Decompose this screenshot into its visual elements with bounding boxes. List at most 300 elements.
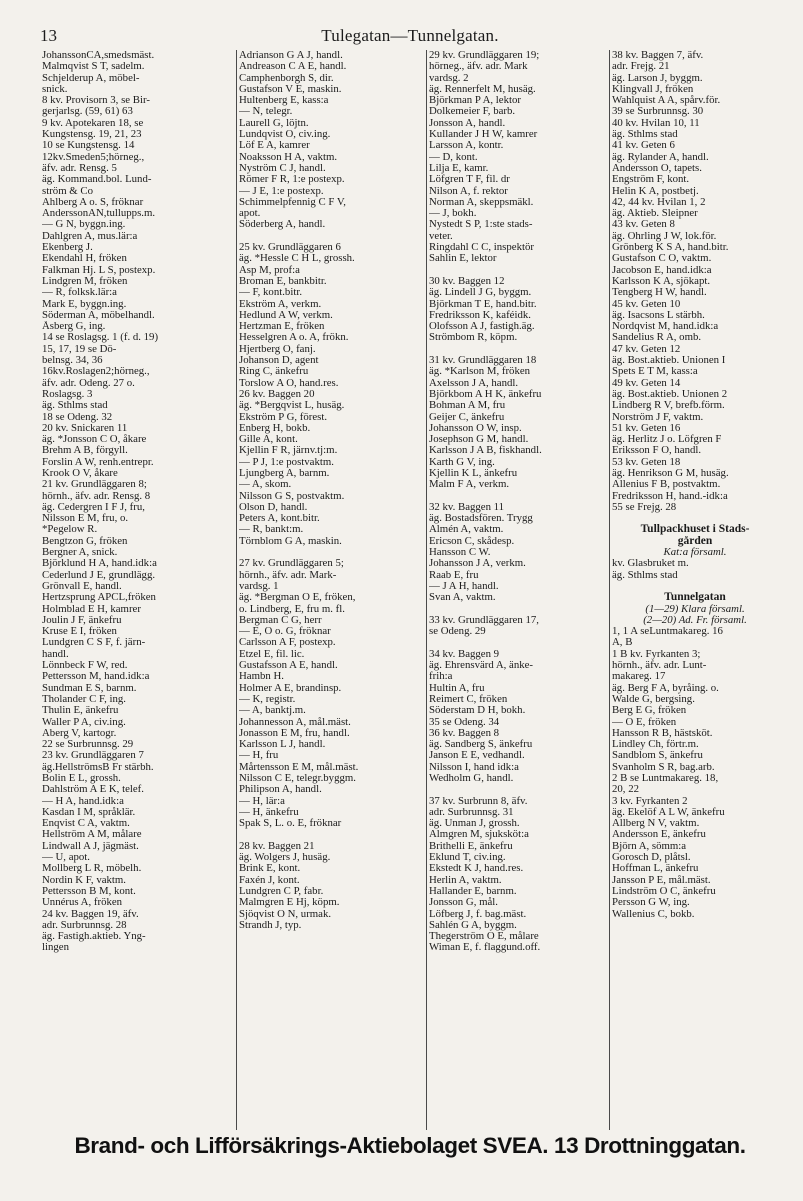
directory-entry-line: Krook O V, åkare (42, 467, 118, 479)
directory-entry-line: Karth G V, ing. (429, 456, 495, 468)
directory-entry-line: — R, bankt:m. (239, 524, 304, 536)
directory-entry-line: Mark E, byggn.ing. (42, 298, 127, 310)
directory-entry-line: Jonsson A, handl. (429, 117, 506, 129)
directory-entry-line: Faxén J, kont. (239, 874, 300, 886)
directory-entry-line: Andreason C A E, handl. (239, 61, 347, 73)
directory-entry-line: (1—29) Klara församl. (645, 603, 745, 615)
directory-entry-line: Sahlin E, lektor (429, 253, 497, 265)
directory-entry-line: Jonasson E M, fru, handl. (239, 727, 350, 739)
directory-entry-line: Gille A, kont. (239, 434, 298, 446)
directory-entry-line: äg. Ekelöf A L W, änkefru (612, 806, 725, 818)
directory-entry-line: Hambn H. (239, 671, 284, 683)
directory-entry-line: Holmer A E, brandinsp. (239, 682, 342, 694)
directory-entry-line: Johanson D, agent (239, 355, 319, 367)
directory-entry-line: Nilsson C E, telegr.byggm. (239, 773, 356, 784)
directory-entry-line: 20, 22 (612, 784, 639, 796)
directory-entry-line: — J A H, handl. (429, 580, 499, 592)
directory-entry-line: Ekström A, verkm. (239, 298, 322, 310)
directory-entry-line: Söderman A, möbelhandl. (42, 309, 155, 321)
directory-entry-line: Etzel E, fil. lic. (239, 648, 305, 660)
directory-entry-line: Jacobson E, hand.idk:a (612, 264, 712, 276)
directory-entry-line: äg. *Bergqvist L, husäg. (239, 400, 345, 412)
directory-entry-line: gerjarlsg. (59, 61) 63 (42, 106, 133, 118)
directory-entry-line: — E, O o. G, fröknar (239, 626, 331, 638)
directory-entry-line: äg. Sandberg S, änkefru (429, 739, 533, 751)
directory-entry-line: Waller P A, civ.ing. (42, 716, 126, 728)
directory-entry-line: 31 kv. Grundläggaren 18 (429, 355, 537, 367)
directory-entry-line: Torslow A O, hand.res. (239, 377, 339, 389)
directory-entry-line: Ringdahl C C, inspektör (429, 242, 534, 254)
directory-entry-line: Lindley Ch, förtr.m. (612, 739, 699, 751)
directory-entry-line: Unnérus A, fröken (42, 897, 123, 909)
directory-entry-line: äg. Cedergren I F J, fru, (42, 501, 145, 513)
directory-entry-line: — N, telegr. (239, 106, 293, 118)
directory-entry-line: 3 kv. Fyrkanten 2 (612, 795, 688, 807)
directory-entry-line: Dolkemeier F, barb. (429, 106, 516, 118)
directory-entry-line: Herlin A, vaktm. (429, 874, 502, 886)
directory-entry-line: äg. Wolgers J, husäg. (239, 852, 331, 864)
directory-entry-line: 16kv.Roslagen2;hörneg., (42, 366, 150, 378)
directory-entry-line: Sjöqvist O N, urmak. (239, 908, 332, 920)
directory-entry-line: äg. Sthlms stad (612, 569, 678, 581)
directory-entry-line: 32 kv. Baggen 11 (429, 501, 505, 513)
directory-entry-line: Hedlund A W, verkm. (239, 309, 333, 321)
directory-entry-line: äg. Berg F A, byråing. o. (612, 682, 719, 694)
directory-entry-line: äg. Bostadsfören. Trygg (429, 513, 533, 525)
directory-entry-line: Nilsson I, hand idk:a (429, 761, 519, 773)
directory-entry-line: äg. Unman J, grossh. (429, 818, 520, 830)
directory-entry-line: Andersson O, tapets. (612, 162, 702, 174)
directory-entry-line: Almgren M, sjuksköt:a (429, 829, 529, 841)
directory-entry-line: vardsg. 1 (239, 580, 279, 592)
directory-entry-line: JohanssonCA,smedsmäst. (42, 50, 155, 61)
directory-entry-line: Björkman T E, hand.bitr. (429, 298, 537, 310)
directory-entry-line: Eklund T, civ.ing. (429, 852, 506, 864)
directory-entry-line (429, 637, 607, 648)
directory-entry-line: Nordin K F, vaktm. (42, 874, 127, 886)
directory-entry-line: 14 se Roslagsg. 1 (f. d. 19) (42, 332, 159, 344)
directory-entry-line (239, 829, 424, 840)
directory-entry-line: 53 kv. Geten 18 (612, 456, 681, 468)
directory-entry-line (429, 491, 607, 502)
directory-entry-line: Bolin E L, grossh. (42, 773, 121, 784)
directory-entry-line: Fredriksson H, hand.-idk:a (612, 490, 728, 502)
directory-entry-line: — D, kont. (429, 151, 478, 163)
directory-entry-line: Löfgren T F, fil. dr (429, 174, 510, 186)
directory-entry-line: äg. *Jonsson C O, åkare (42, 434, 147, 446)
directory-entry-line: Ljungberg A, barnm. (239, 467, 330, 479)
directory-entry-line: 43 kv. Geten 8 (612, 219, 675, 231)
directory-entry-line: Enberg H, bokb. (239, 422, 311, 434)
directory-entry-line: 9 kv. Apotekaren 18, se (42, 117, 144, 129)
directory-entry-line: apot. (239, 208, 261, 220)
directory-entry-line (429, 604, 607, 615)
directory-entry-line: — H, lär:a (239, 795, 285, 807)
directory-entry-line: 12kv.Smeden5;hörneg., (42, 151, 145, 163)
directory-entry-line: Sundman E S, barnm. (42, 682, 137, 694)
directory-entry-line: — J, bokh. (429, 208, 477, 220)
directory-entry-line: Axelsson J A, handl. (429, 377, 519, 389)
directory-entry-line: Grönberg K S A, hand.bitr. (612, 242, 729, 254)
directory-entry-line: Karlsson K A, sjökapt. (612, 275, 711, 287)
directory-entry-line: Dahlgren A, mus.lär:a (42, 230, 138, 242)
directory-entry-line: Gustafson C O, vaktm. (612, 253, 712, 265)
directory-entry-line: 10 se Kungstensg. 14 (42, 140, 135, 152)
directory-entry-line: Kat:a församl. (663, 547, 727, 559)
directory-entry-line: Pettersson B M, kont. (42, 885, 136, 897)
directory-entry-line: 24 kv. Baggen 19, äfv. (42, 908, 139, 920)
directory-entry-line: Walde G, bergsing. (612, 693, 695, 705)
directory-entry-line: 1 B kv. Fyrkanten 3; (612, 648, 701, 660)
directory-entry-line: Bohman A M, fru (429, 400, 506, 412)
directory-entry-line (429, 265, 607, 276)
directory-entry-line (429, 344, 607, 355)
directory-entry-line: Ericson C, skådesp. (429, 535, 515, 547)
directory-entry-line: äg. Larson J, byggm. (612, 72, 703, 84)
directory-entry-line: Björkbom A H K, änkefru (429, 388, 542, 400)
page-number: 13 (40, 26, 57, 45)
directory-entry-line: äg. *Karlson M, fröken (429, 366, 531, 378)
directory-entry-line: 40 kv. Hvilan 10, 11 (612, 117, 700, 129)
directory-entry-line: Lundgren C P, fabr. (239, 885, 324, 897)
directory-entry-line: Sandelius R A, omb. (612, 332, 702, 344)
directory-entry-line: Hjertberg O, fanj. (239, 343, 316, 355)
directory-entry-line: 42, 44 kv. Hvilan 1, 2 (612, 196, 706, 208)
directory-entry-line: 20 kv. Snickaren 11 (42, 422, 128, 434)
directory-entry-line: Holmblad E H, kamrer (42, 603, 141, 615)
directory-entry-line: äg. Lindell J G, byggm. (429, 287, 532, 299)
directory-entry-line: 30 kv. Baggen 12 (429, 275, 505, 287)
directory-entry-line: Bergner A, snick. (42, 547, 118, 559)
directory-entry-line: Johansson O W, insp. (429, 422, 522, 434)
directory-entry-line: Malmqvist S T, sadelm. (42, 61, 145, 73)
directory-entry-line: — H A, hand.idk:a (42, 795, 124, 807)
directory-entry-line: Persson G W, ing. (612, 897, 690, 909)
directory-entry-line: Dahlström A E K, telef. (42, 784, 144, 796)
directory-entry-line: Hellström A M, målare (42, 829, 142, 841)
directory-entry-line: 39 se Surbrunnsg. 30 (612, 106, 704, 118)
directory-entry-line: Olofsson A J, fastigh.äg. (429, 321, 535, 333)
directory-entry-line: Ekström P G, förest. (239, 411, 328, 423)
directory-entry-line: Hallander E, barnm. (429, 885, 517, 897)
directory-entry-line: Kjellin F R, järnv.tj:m. (239, 445, 338, 457)
directory-entry-line: Söderstam D H, bokh. (429, 705, 526, 717)
directory-entry-line: AnderssonAN,tullupps.m. (42, 208, 156, 220)
directory-entry-line: makareg. 17 (612, 671, 666, 683)
directory-entry-line: Eriksson F O, handl. (612, 445, 702, 457)
directory-entry-line: Strandh J, typ. (239, 919, 302, 931)
directory-entry-line: Broman E, bankbitr. (239, 275, 327, 287)
directory-entry-line: Hesselgren A o. A, frökn. (239, 332, 349, 344)
directory-entry-line: Lönnbeck F W, red. (42, 660, 128, 672)
directory-entry-line: Lindberg R V, brefb.förm. (612, 400, 725, 412)
directory-entry-line: 38 kv. Baggen 7, äfv. (612, 50, 704, 61)
directory-entry-line: äg. Bost.aktieb. Unionen 2 (612, 388, 728, 400)
directory-entry-line: hörnh., äfv. adr. Lunt- (612, 660, 707, 672)
directory-entry-line: 26 kv. Baggen 20 (239, 388, 315, 400)
directory-entry-line: Ekstedt K J, hand.res. (429, 863, 524, 875)
directory-entry-line: — J E, 1:e postexp. (239, 185, 324, 197)
directory-entry-line: Johansson J A, verkm. (429, 558, 526, 570)
directory-entry-line: Brithelli E, änkefru (429, 840, 513, 852)
directory-entry-line: Bengtzon G, fröken (42, 535, 128, 547)
directory-entry-line: 28 kv. Baggen 21 (239, 840, 315, 852)
directory-entry-line: Schimmelpfennig C F V, (239, 196, 346, 208)
directory-entry-line: lingen (42, 942, 69, 954)
directory-entry-line: Larsson A, kontr. (429, 140, 504, 152)
directory-entry-line: äg. Herlitz J o. Löfgren F (612, 434, 722, 446)
directory-entry-line: frih:a (429, 671, 453, 683)
directory-entry-line: Björn A, sömm:a (612, 840, 687, 852)
directory-entry-line (429, 784, 607, 795)
directory-entry-line: 51 kv. Geten 16 (612, 422, 681, 434)
directory-entry-line: Hultenberg E, kass:a (239, 95, 329, 107)
directory-entry-line: Enqvist C A, vaktm. (42, 818, 130, 830)
directory-entry-line: Klingvall J, fröken (612, 83, 694, 95)
directory-entry-line: Joulin J F, änkefru (42, 614, 122, 626)
directory-entry-line: Ring C, änkefru (239, 366, 309, 378)
directory-entry-line: Forslin A W, renh.entrepr. (42, 456, 154, 468)
directory-entry-line: Adrianson G A J, handl. (239, 50, 343, 61)
directory-entry-line: Nordqvist M, hand.idk:a (612, 321, 719, 333)
directory-entry-line: A, B (612, 637, 633, 649)
directory-entry-line: Törnblom G A, maskin. (239, 535, 342, 547)
directory-entry-line: Nystedt S P, 1:ste stads- (429, 219, 533, 231)
directory-entry-line: Bergman C G, herr (239, 614, 322, 626)
directory-entry-line: äg.HellströmsB Fr stärbh. (42, 761, 154, 773)
directory-entry-line: Wiman E, f. flaggund.off. (429, 942, 541, 954)
directory-entry-line: äg. Sthlms stad (42, 400, 108, 412)
directory-entry-line: Gustafsson A E, handl. (239, 660, 338, 672)
directory-entry-line: — H, fru (239, 750, 279, 762)
directory-entry-line: Geijer C, änkefru (429, 411, 505, 423)
directory-columns (40, 50, 780, 1130)
directory-entry-line: 15, 17, 19 se Dö- (42, 343, 117, 355)
directory-entry-line: Hertzman E, fröken (239, 321, 325, 333)
directory-entry-line: Kungstensg. 19, 21, 23 (42, 129, 142, 141)
directory-entry-line: hörneg., äfv. adr. Mark (429, 61, 528, 73)
directory-entry-line: belnsg. 34, 36 (42, 355, 103, 367)
directory-entry-line: Falkman Hj. L S, postexp. (42, 264, 156, 276)
directory-entry-line: Ekenberg J. (42, 242, 93, 254)
directory-entry-line: Mollberg L R, möbelh. (42, 863, 142, 875)
directory-entry-line: Strömbom R, köpm. (429, 332, 518, 344)
directory-entry-line: Ekendahl H, fröken (42, 253, 127, 265)
directory-entry-line: *Pegelow R. (42, 524, 98, 536)
directory-entry-line: äfv. adr. Odeng. 27 o. (42, 377, 135, 389)
directory-entry-line: Laurell G, löjtn. (239, 117, 309, 129)
directory-entry-line (612, 581, 778, 592)
directory-entry-line: — R, folksk.lär:a (42, 287, 117, 299)
directory-entry-line: Raab E, fru (429, 569, 479, 581)
directory-entry-line: Malmgren E Hj, köpm. (239, 897, 340, 909)
directory-entry-line: Norström J F, vaktm. (612, 411, 704, 423)
directory-entry-line: — P J, 1:e postvaktm. (239, 456, 334, 468)
directory-entry-line: Olson D, handl. (239, 501, 308, 513)
directory-entry-line: Lundqvist O, civ.ing. (239, 129, 331, 141)
directory-entry-line: hörnh., äfv. adr. Mark- (239, 569, 337, 581)
directory-entry-line: se Odeng. 29 (429, 626, 486, 638)
directory-entry-line: Lindwall A J, jägmäst. (42, 840, 139, 852)
directory-entry-line: — U, apot. (42, 852, 90, 864)
directory-entry-line: äg. Ohrling J W, lok.för. (612, 230, 717, 242)
directory-entry-line: Engström F, kont. (612, 174, 690, 186)
directory-entry-line: Sandblom S, änkefru (612, 750, 703, 762)
directory-entry-line: 33 kv. Grundläggaren 17, (429, 614, 539, 626)
directory-entry-line: Asp M, prof:a (239, 264, 300, 276)
directory-entry-line: Malm F A, verkm. (429, 479, 510, 491)
directory-entry-line: Grönvall E, handl. (42, 580, 122, 592)
directory-entry-line: 47 kv. Geten 12 (612, 343, 681, 355)
directory-column-2 (236, 50, 426, 1130)
directory-entry-line: Hoffman L, änkefru (612, 863, 699, 875)
directory-entry-line: Tullpackhuset i Stads- (640, 524, 750, 536)
directory-entry-line: Hansson C W. (429, 547, 491, 559)
directory-entry-line: Kasdan I M, språklär. (42, 806, 136, 818)
directory-entry-line: 55 se Frejg. 28 (612, 501, 677, 513)
directory-entry-line: äg. Fastigh.aktieb. Yng- (42, 931, 146, 943)
directory-entry-line: hörnh., äfv. adr. Rensg. 8 (42, 490, 151, 502)
directory-entry-line: 2 B se Luntmakareg. 18, (612, 773, 719, 784)
directory-entry-line: — A, skom. (239, 479, 292, 491)
directory-entry-line: äg. Bost.aktieb. Unionen I (612, 355, 726, 367)
directory-entry-line: — K, registr. (239, 693, 296, 705)
directory-entry-line: Johannesson A, mål.mäst. (239, 716, 351, 728)
directory-entry-line: Löfberg J, f. bag.mäst. (429, 908, 527, 920)
directory-entry-line (612, 513, 778, 524)
directory-entry-line: Jonsson G, mål. (429, 897, 498, 909)
directory-entry-line: äg. *Hessle C H L, grossh. (239, 253, 355, 265)
directory-entry-line: äg. Kommand.bol. Lund- (42, 174, 152, 186)
directory-entry-line: — G N, byggn.ing. (42, 219, 126, 231)
directory-entry-line: Wallenius C, bokb. (612, 908, 695, 920)
page-header (40, 20, 780, 48)
directory-entry-line: Nilsson E M, fru, o. (42, 513, 129, 525)
directory-entry-line: 37 kv. Surbrunn 8, äfv. (429, 795, 528, 807)
directory-entry-line: Spak S, L. o. E, fröknar (239, 818, 342, 830)
directory-entry-line: 21 kv. Grundläggaren 8; (42, 479, 147, 491)
directory-entry-line: Carlsson A F, postexp. (239, 637, 336, 649)
directory-entry-line: äg. Isacsons L stärbh. (612, 309, 705, 321)
directory-entry-line: 27 kv. Grundläggaren 5; (239, 558, 344, 570)
directory-entry-line: Hultin A, fru (429, 682, 485, 694)
directory-entry-line: ström & Co (42, 185, 93, 197)
directory-entry-line: Lilja E, kamr. (429, 162, 489, 174)
directory-entry-line: Allberg N V, vaktm. (612, 818, 700, 830)
directory-entry-line: — F, kont.bitr. (239, 287, 303, 299)
directory-entry-line: Björklund H A, hand.idk:a (42, 558, 157, 570)
directory-entry-line: äg. Sthlms stad (612, 129, 678, 141)
directory-entry-line: Kullander J H W, kamrer (429, 129, 538, 141)
directory-entry-line (239, 547, 424, 558)
directory-entry-line: — H, änkefru (239, 806, 299, 818)
directory-entry-line: 35 se Odeng. 34 (429, 716, 500, 728)
directory-entry-line: äg. Rylander A, handl. (612, 151, 709, 163)
directory-entry-line: Brehm A B, förgyll. (42, 445, 128, 457)
directory-entry-line: — O E, fröken (612, 716, 677, 728)
directory-entry-line: Kruse E I, fröken (42, 626, 117, 638)
directory-entry-line: kv. Glasbruket m. (612, 558, 689, 570)
directory-entry-line: Fredriksson K, kaféidk. (429, 309, 531, 321)
directory-entry-line: 8 kv. Provisorn 3, se Bir- (42, 95, 150, 107)
directory-entry-line: Gustafson V E, maskin. (239, 83, 342, 95)
directory-entry-line: Åsberg G, ing. (42, 321, 106, 333)
directory-entry-line: Almén A, vaktm. (429, 524, 504, 536)
directory-entry-line: äg. *Bergman O E, fröken, (239, 592, 356, 604)
directory-entry-line: Römer F R, 1:e postexp. (239, 174, 345, 186)
directory-entry-line: Andersson E, änkefru (612, 829, 706, 841)
directory-entry-line: äg. Aktieb. Sleipner (612, 208, 698, 220)
directory-column-4 (609, 50, 780, 1130)
directory-entry-line: Sahlén G A, byggm. (429, 919, 517, 931)
directory-column-3 (426, 50, 609, 1130)
directory-entry-line: Wedholm G, handl. (429, 773, 514, 784)
directory-entry-line: adr. Frejg. 21 (612, 61, 670, 73)
directory-entry-line: veter. (429, 230, 453, 242)
directory-entry-line: äfv. adr. Rensg. 5 (42, 162, 117, 174)
directory-entry-line: 41 kv. Geten 6 (612, 140, 675, 152)
directory-entry-line: Josephson G M, handl. (429, 434, 529, 446)
directory-entry-line: Karlsson J A B, fiskhandl. (429, 445, 542, 457)
directory-entry-line: Berg E G, fröken (612, 705, 687, 717)
directory-entry-line: 49 kv. Geten 14 (612, 377, 681, 389)
directory-entry-line: Helin K A, postbetj. (612, 185, 699, 197)
directory-entry-line: Björkman P A, lektor (429, 95, 521, 107)
directory-entry-line: Schjelderup A, möbel- (42, 72, 140, 84)
directory-entry-line: — A, banktj.m. (239, 705, 306, 717)
directory-entry-line: 1, 1 A seLuntmakareg. 16 (612, 626, 723, 638)
page-title: Tulegatan—Tunnelgatan. (321, 26, 499, 45)
directory-entry-line (239, 231, 424, 242)
directory-entry-line: Tunnelgatan (664, 592, 726, 604)
directory-entry-line: Reimert C, fröken (429, 693, 508, 705)
directory-entry-line: Brink E, kont. (239, 863, 301, 875)
directory-entry-line: Lindgren M, fröken (42, 275, 128, 287)
directory-entry-line: Allenius F B, postvaktm. (612, 479, 721, 491)
directory-entry-line: (2—20) Ad. Fr. församl. (643, 614, 747, 626)
directory-entry-line: Ahlberg A o. S, fröknar (42, 196, 144, 208)
directory-entry-line: Nyström C J, handl. (239, 162, 326, 174)
directory-entry-line: 18 se Odeng. 32 (42, 411, 113, 423)
directory-entry-line: o. Lindberg, E, fru m. fl. (239, 603, 345, 615)
directory-entry-line: Gorosch D, plåtsl. (612, 852, 691, 864)
directory-entry-line: Lundgren C S F, f. järn- (42, 637, 146, 649)
directory-entry-line: adr. Surbrunnsg. 31 (429, 806, 514, 818)
directory-entry-line: 36 kv. Baggen 8 (429, 727, 500, 739)
directory-entry-line: Svanholm S R, bag.arb. (612, 761, 715, 773)
directory-entry-line: 45 kv. Geten 10 (612, 298, 681, 310)
directory-entry-line: 22 se Surbrunnsg. 29 (42, 739, 134, 751)
directory-entry-line: Tengberg H W, handl. (612, 287, 707, 299)
directory-entry-line: 25 kv. Grundläggaren 6 (239, 242, 341, 254)
directory-entry-line: 29 kv. Grundläggaren 19; (429, 50, 540, 61)
directory-entry-line: Roslagsg. 3 (42, 388, 93, 400)
directory-entry-line: Karlsson L J, handl. (239, 739, 326, 751)
directory-entry-line: äg. Henrikson G M, husäg. (612, 467, 729, 479)
advertisement-footer: Brand- och Lifförsäkrings-Aktiebolaget SVEA. 13 Drottninggatan. (74, 1133, 746, 1158)
directory-entry-line: Mårtensson E M, mål.mäst. (239, 761, 359, 773)
directory-entry-line: Norman A, skeppsmäkl. (429, 196, 534, 208)
directory-entry-line: Nilsson G S, postvaktm. (239, 490, 345, 502)
directory-entry-line: Aberg V, kartogr. (42, 727, 117, 739)
directory-entry-line: Philipson A, handl. (239, 784, 322, 796)
directory-entry-line: Janson E E, vedhandl. (429, 750, 525, 762)
directory-entry-line: Jansson P E, mål.mäst. (612, 874, 711, 886)
directory-entry-line: Hansson R B, hästsköt. (612, 727, 713, 739)
directory-entry-line: vardsg. 2 (429, 72, 469, 84)
directory-entry-line: äg. Ehrensvärd A, änke- (429, 660, 534, 672)
directory-entry-line: Svan A, vaktm. (429, 592, 496, 604)
